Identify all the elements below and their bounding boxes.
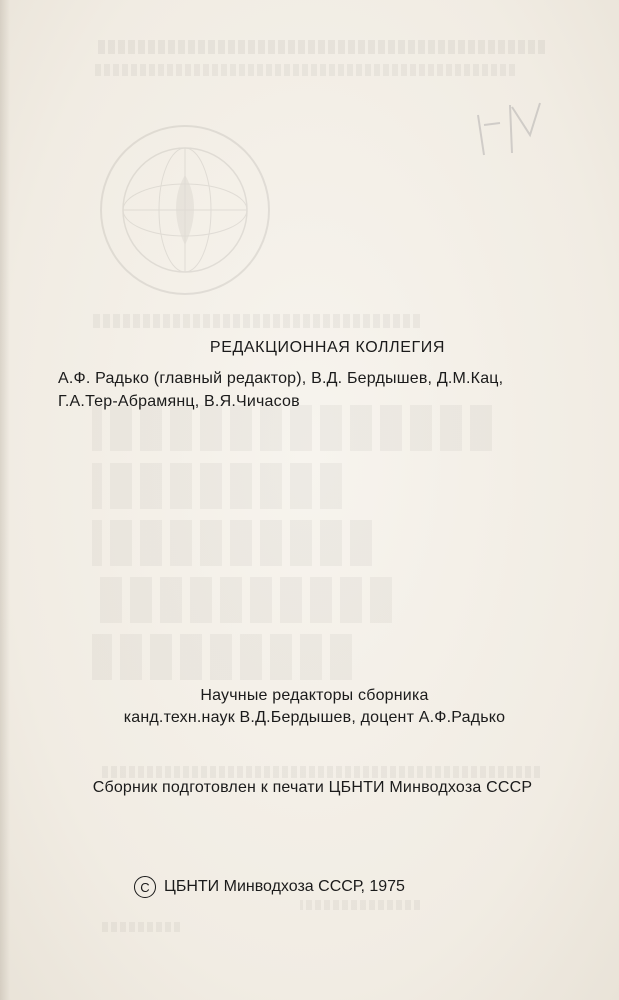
bleed-through-block [92,405,492,451]
prepared-by-note: Сборник подготовлен к печати ЦБНТИ Минводхоза СССР [92,779,533,796]
bleed-through-emblem [95,120,275,300]
bleed-through-line [95,64,515,76]
bleed-through-line [95,40,545,54]
bleed-through-block [92,463,342,509]
scientific-editors-label: Научные редакторы сборника [200,687,429,704]
bleed-through-line [100,766,540,778]
editorial-board-title: РЕДАКЦИОННАЯ КОЛЛЕГИЯ [209,339,446,356]
editorial-board-members-line-2: Г.А.Тер-Абрамянц, В.Я.Чичасов [58,393,300,410]
bleed-through-block [92,634,352,680]
bleed-through-block [92,577,392,623]
copyright-text: ЦБНТИ Минводхоза СССР, 1975 [164,878,405,895]
pen-mark [470,95,550,165]
bleed-through-line [90,314,420,328]
bleed-through-block [92,520,372,566]
spine-shadow [0,0,10,1000]
bleed-through-line [300,900,420,910]
scientific-editors-names: канд.техн.наук В.Д.Бердышев, доцент А.Ф.Радько [123,709,506,726]
copyright-icon: C [134,876,156,898]
copyright-notice [134,876,405,898]
editorial-board-members-line-1: А.Ф. Радько (главный редактор), В.Д. Бердышев, Д.М.Кац, [58,370,504,387]
bleed-through-line [100,922,180,932]
